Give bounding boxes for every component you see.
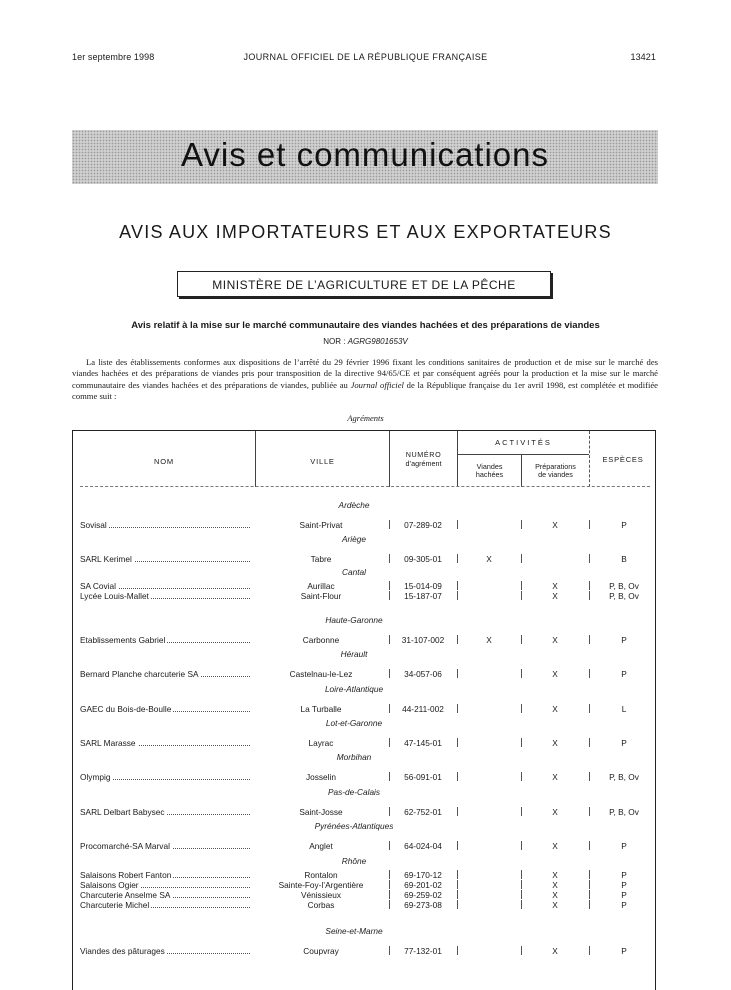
banner-title: Avis et communications — [180, 136, 550, 173]
column-rule — [457, 890, 458, 899]
approval-number: 69-273-08 — [404, 900, 442, 910]
establishment-name — [80, 635, 250, 645]
column-rule — [521, 870, 522, 879]
species: P — [621, 900, 627, 910]
column-rule — [589, 669, 590, 678]
establishment-name — [80, 841, 250, 851]
activity-preparations: X — [552, 880, 558, 890]
header-date: 1er septembre 1998 — [72, 52, 155, 62]
establishment-city: Rontalon — [304, 870, 338, 880]
column-rule — [389, 669, 390, 678]
region-heading: Cantal — [342, 567, 366, 577]
region-heading: Morbihan — [336, 752, 372, 762]
establishment-name — [80, 772, 250, 782]
region-heading: Ariège — [342, 534, 366, 544]
species: P, B, Ov — [609, 591, 639, 601]
species: P — [621, 890, 627, 900]
th-numero: NUMÉRO — [405, 450, 442, 459]
establishment-name-text: Salaisons Robert Fanton — [80, 870, 172, 880]
approval-number: 44-211-002 — [402, 704, 444, 714]
region-heading: Loire-Atlantique — [324, 684, 384, 694]
establishment-city: Sainte-Foy-l’Argentière — [278, 880, 364, 890]
column-rule — [521, 900, 522, 909]
establishment-name-text: SARL Marasse — [80, 738, 136, 748]
species: B — [621, 554, 627, 564]
column-rule — [457, 554, 458, 563]
approval-number: 34-057-06 — [404, 669, 442, 679]
avis-title: Avis relatif à la mise sur le marché communautaire des viandes hachées et des préparations de viandes — [131, 320, 600, 331]
section-title: AVIS AUX IMPORTATEURS ET AUX EXPORTATEURS — [119, 222, 612, 242]
th-nom: NOM — [154, 457, 174, 466]
establishment-name-text: Bernard Planche charcuterie SA — [80, 669, 199, 679]
column-rule — [457, 520, 458, 529]
establishment-name-text: Charcuterie Anselme SA — [80, 890, 171, 900]
header-journal: JOURNAL OFFICIEL DE LA RÉPUBLIQUE FRANÇAISE — [243, 52, 488, 62]
region-heading: Seine-et-Marne — [325, 926, 383, 936]
approval-number: 56-091-01 — [404, 772, 442, 782]
column-rule — [521, 890, 522, 899]
establishment-city: Carbonne — [302, 635, 340, 645]
activity-preparations: X — [552, 772, 558, 782]
column-rule — [521, 946, 522, 955]
species: P — [621, 880, 627, 890]
column-rule — [457, 900, 458, 909]
establishment-name — [80, 554, 250, 564]
column-rule — [521, 669, 522, 678]
column-rule — [521, 520, 522, 529]
establishment-name-text: Viandes des pâturages — [80, 946, 165, 956]
activity-preparations: X — [552, 807, 558, 817]
column-rule — [521, 581, 522, 590]
establishment-name-text: Lycée Louis-Mallet — [80, 591, 149, 601]
column-rule — [589, 807, 590, 816]
column-rule — [457, 772, 458, 781]
column-rule — [589, 890, 590, 899]
column-rule — [389, 591, 390, 600]
th-preparations: Préparations — [535, 462, 576, 471]
th-numero-sub: d’agrément — [405, 459, 442, 468]
column-rule — [389, 807, 390, 816]
column-rule — [457, 946, 458, 955]
intro-part2: de la République française du 1er avril 1998, est complétée et modifiée comme suit : — [72, 379, 658, 401]
species: P — [621, 841, 627, 851]
column-rule — [389, 880, 390, 889]
species: P, B, Ov — [609, 807, 639, 817]
column-rule — [521, 738, 522, 747]
column-rule — [589, 772, 590, 781]
column-rule — [457, 807, 458, 816]
activity-preparations: X — [552, 669, 558, 679]
approval-number: 07-289-02 — [404, 520, 442, 530]
intro-part1: La liste des établissements conformes aux dispositions de l’arrêté du 29 février 1996 fixant les conditions sanitaires de production et de mise sur le marché des viandes hachées et des préparations de viandes pris pour transposition de la directive 94/65/CE et par conséquent agréés pour la production et la mise sur le marché communautaire des viandes hachées et des préparations de viandes, publiée au — [72, 357, 658, 390]
establishment-name — [80, 946, 250, 956]
establishment-name — [80, 669, 250, 679]
nor-reference — [0, 337, 731, 346]
activity-preparations: X — [552, 841, 558, 851]
establishment-name — [80, 880, 250, 890]
establishment-name — [80, 807, 250, 817]
intro-paragraph — [72, 357, 658, 402]
establishment-city: Coupvray — [303, 946, 339, 956]
activity-preparations: X — [552, 704, 558, 714]
approval-number: 69-259-02 — [404, 890, 442, 900]
ministry-box: MINISTÈRE DE L’AGRICULTURE ET DE LA PÊCHE — [177, 271, 551, 297]
approval-number: 15-014-09 — [404, 581, 442, 591]
establishment-city: Saint-Flour — [300, 591, 342, 601]
approval-number: 15-187-07 — [404, 591, 442, 601]
column-rule — [457, 880, 458, 889]
column-rule — [521, 554, 522, 563]
column-rule — [389, 581, 390, 590]
column-rule — [589, 900, 590, 909]
column-rule — [457, 704, 458, 713]
th-preparations-sub: de viandes — [538, 470, 573, 479]
activites-divider — [457, 454, 589, 455]
establishment-name-text: SARL Delbart Babysec — [80, 807, 165, 817]
column-rule — [589, 946, 590, 955]
establishment-city: Saint-Josse — [299, 807, 343, 817]
activity-preparations: X — [552, 890, 558, 900]
species: P — [621, 870, 627, 880]
establishment-city: Anglet — [309, 841, 333, 851]
establishment-city: La Turballe — [300, 704, 342, 714]
th-activites: ACTIVITÉS — [495, 438, 552, 447]
column-rule — [589, 591, 590, 600]
column-rule — [521, 807, 522, 816]
establishment-city: Saint-Privat — [299, 520, 343, 530]
species: P — [621, 738, 627, 748]
column-rule — [457, 635, 458, 644]
intro-journal: Journal officiel — [350, 379, 404, 390]
approval-number: 47-145-01 — [404, 738, 442, 748]
activity-preparations: X — [552, 900, 558, 910]
column-rule — [389, 520, 390, 529]
establishment-name — [80, 738, 250, 748]
region-heading: Pas-de-Calais — [327, 787, 381, 797]
establishment-name — [80, 704, 250, 714]
activity-preparations: X — [552, 738, 558, 748]
approval-number: 69-201-02 — [404, 880, 442, 890]
species: L — [621, 704, 627, 714]
column-rule — [521, 635, 522, 644]
region-heading: Rhône — [341, 856, 367, 866]
approval-number: 69-170-12 — [404, 870, 442, 880]
column-rule — [521, 841, 522, 850]
establishment-name-text: Etablissements Gabriel — [80, 635, 166, 645]
column-rule — [389, 738, 390, 747]
th-viandes: Viandes — [476, 462, 503, 471]
establishment-name-text: SARL Kerimel — [80, 554, 132, 564]
column-rule — [457, 669, 458, 678]
column-rule — [389, 841, 390, 850]
approval-number: 31-107-002 — [401, 635, 445, 645]
species: P, B, Ov — [609, 772, 639, 782]
establishment-name-text: GAEC du Bois-de-Boulle — [80, 704, 172, 714]
column-rule — [457, 870, 458, 879]
species: P, B, Ov — [609, 581, 639, 591]
column-rule — [521, 591, 522, 600]
establishment-city: Vénissieux — [300, 890, 342, 900]
column-rule — [589, 581, 590, 590]
header-divider — [80, 486, 650, 487]
establishment-city: Corbas — [307, 900, 335, 910]
species: P — [621, 635, 627, 645]
activity-preparations: X — [552, 591, 558, 601]
establishment-name-text: Olympig — [80, 772, 111, 782]
column-rule — [521, 772, 522, 781]
species: P — [621, 520, 627, 530]
header-page-number: 13421 — [630, 52, 656, 62]
establishment-name — [80, 591, 250, 601]
column-rule — [457, 738, 458, 747]
establishment-name-text: Procomarché-SA Marval — [80, 841, 170, 851]
activity-preparations: X — [552, 946, 558, 956]
column-rule — [589, 870, 590, 879]
nor-label: NOR : — [323, 337, 346, 346]
column-rule — [389, 890, 390, 899]
establishment-name — [80, 581, 250, 591]
establishment-name — [80, 870, 250, 880]
column-rule — [589, 635, 590, 644]
region-heading: Hérault — [340, 649, 368, 659]
column-rule — [589, 738, 590, 747]
establishment-name — [80, 520, 250, 530]
table-caption: Agréments — [347, 413, 384, 423]
establishment-name — [80, 890, 250, 900]
column-rule — [589, 554, 590, 563]
column-rule — [589, 520, 590, 529]
approval-number: 77-132-01 — [404, 946, 442, 956]
activity-preparations: X — [552, 870, 558, 880]
approval-number: 64-024-04 — [404, 841, 442, 851]
establishment-name — [80, 900, 250, 910]
approval-number: 62-752-01 — [404, 807, 442, 817]
establishment-city: Castelnau-le-Lez — [289, 669, 353, 679]
column-rule — [589, 841, 590, 850]
column-rule — [389, 946, 390, 955]
establishment-city: Josselin — [306, 772, 336, 782]
establishment-name-text: Salaisons Ogier — [80, 880, 139, 890]
establishment-city: Layrac — [308, 738, 334, 748]
activity-viandes-hachees: X — [486, 635, 492, 645]
column-rule — [521, 704, 522, 713]
establishment-city: Tabre — [310, 554, 332, 564]
species: P — [621, 946, 627, 956]
column-rule — [457, 581, 458, 590]
th-ville: VILLE — [310, 457, 335, 466]
activity-viandes-hachees: X — [486, 554, 492, 564]
establishment-name-text: SA Covial — [80, 581, 116, 591]
column-rule — [389, 704, 390, 713]
species: P — [621, 669, 627, 679]
establishment-name-text: Charcuterie Michel — [80, 900, 150, 910]
column-rule — [389, 900, 390, 909]
column-rule — [589, 880, 590, 889]
column-rule — [389, 870, 390, 879]
column-rule — [589, 704, 590, 713]
column-rule — [457, 591, 458, 600]
th-especes: ESPÈCES — [602, 455, 644, 464]
column-rule — [457, 841, 458, 850]
column-rule — [389, 635, 390, 644]
column-rule — [521, 880, 522, 889]
establishment-name-text: Sovisal — [80, 520, 107, 530]
th-viandes-sub: hachées — [475, 470, 504, 479]
approval-number: 09-305-01 — [404, 554, 442, 564]
region-heading: Haute-Garonne — [325, 615, 383, 625]
region-heading: Pyrénées-Atlantiques — [314, 821, 394, 831]
column-rule — [389, 554, 390, 563]
activity-preparations: X — [552, 635, 558, 645]
activity-preparations: X — [552, 520, 558, 530]
nor-code: AGRG9801653V — [347, 337, 408, 346]
column-rule — [389, 772, 390, 781]
establishment-city: Aurillac — [307, 581, 335, 591]
region-heading: Ardèche — [338, 500, 370, 510]
activity-preparations: X — [552, 581, 558, 591]
region-heading: Lot-et-Garonne — [325, 718, 383, 728]
